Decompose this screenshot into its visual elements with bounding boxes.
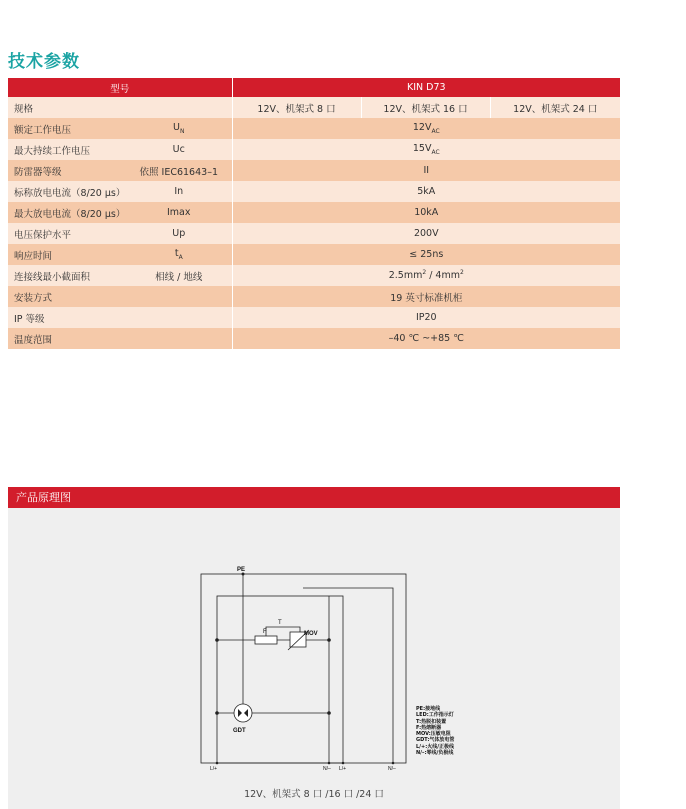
legend-item: N/–:零线/负极线	[416, 750, 454, 757]
param-value-value: 200V	[413, 228, 439, 239]
param-value-value-tail: / 4mm	[426, 270, 460, 282]
param-value	[232, 118, 620, 139]
param-value-value-sub: AC	[431, 127, 440, 135]
schematic-caption: 12V、机架式 8 口 /16 口 /24 口	[244, 789, 384, 800]
param-label: 电压保护水平	[8, 223, 126, 244]
fuse-symbol	[255, 636, 277, 644]
spec-table	[8, 78, 620, 349]
schematic-area	[8, 508, 620, 809]
param-value-value: –40 ℃ ~+85 ℃	[388, 333, 464, 344]
param-label: 温度范围	[8, 328, 126, 349]
param-label: 连接线最小截面积	[8, 265, 126, 286]
legend-item: GDT:气体放电管	[416, 737, 455, 744]
param-symbol	[126, 307, 232, 328]
param-label: 防雷器等级	[8, 160, 126, 181]
page-title: 技术参数	[8, 52, 80, 72]
table-row-config	[8, 97, 620, 118]
section-title: 产品原理图	[16, 491, 71, 504]
legend-item: LED:工作指示灯	[416, 712, 454, 719]
label-gdt: GDT	[233, 728, 246, 734]
label-pe: PE	[237, 567, 246, 573]
table-row	[8, 265, 620, 286]
config-label: 规格	[8, 97, 232, 118]
label-l-plus-2: L/+	[339, 766, 347, 772]
param-symbol	[126, 223, 232, 244]
param-value-value: 19 英寸标准机柜	[390, 292, 463, 304]
label-f: F	[263, 629, 267, 635]
param-symbol-text: t	[174, 248, 179, 260]
param-symbol	[126, 328, 232, 349]
legend-item: PE:接地线	[416, 706, 441, 712]
param-symbol-text: Uc	[172, 144, 185, 155]
label-mov: MOV	[304, 631, 318, 637]
param-value-value: II	[423, 165, 430, 176]
legend-item: L/+:火线/正极线	[416, 743, 455, 750]
param-symbol	[126, 244, 232, 265]
param-symbol	[126, 118, 232, 139]
table-row	[8, 223, 620, 244]
config-option-16: 12V、机架式 16 口	[361, 97, 490, 118]
param-label: 最大放电电流（8/20 μs）	[8, 202, 126, 223]
param-value-value: 15V	[412, 143, 432, 155]
legend-item: F:热熔断器	[416, 724, 442, 731]
table-row	[8, 118, 620, 139]
param-symbol	[126, 202, 232, 223]
section-title-bar	[8, 487, 620, 508]
param-value	[232, 139, 620, 160]
table-row	[8, 160, 620, 181]
label-l-plus-1: L/+	[210, 766, 218, 772]
table-row	[8, 181, 620, 202]
table-row	[8, 328, 620, 349]
table-row	[8, 139, 620, 160]
param-value	[232, 160, 620, 181]
schematic-diagram	[8, 508, 620, 809]
param-value-value: 12V	[412, 122, 432, 134]
param-symbol	[126, 286, 232, 307]
label-n-minus-1: N/–	[323, 766, 331, 772]
param-symbol-text: 相线 / 地线	[155, 271, 203, 283]
param-value-value: 10kA	[414, 207, 439, 218]
config-option-24: 12V、机架式 24 口	[490, 97, 620, 118]
label-t: T	[278, 620, 282, 626]
gdt-symbol	[234, 704, 252, 722]
table-row	[8, 286, 620, 307]
table-row	[8, 202, 620, 223]
config-option-8: 12V、机架式 8 口	[232, 97, 361, 118]
param-value	[232, 328, 620, 349]
param-value-value-sup2: 2	[459, 269, 464, 277]
param-value-value: IP20	[415, 312, 437, 323]
param-symbol-text: Up	[172, 228, 186, 239]
label-n-minus-2: N/–	[388, 766, 396, 772]
param-label: IP 等级	[8, 307, 126, 328]
table-row	[8, 307, 620, 328]
param-value	[232, 181, 620, 202]
param-symbol-sub: A	[178, 253, 183, 261]
param-value-value-sub: AC	[431, 148, 440, 156]
param-label: 最大持续工作电压	[8, 139, 126, 160]
param-symbol	[126, 160, 232, 181]
outer-box	[201, 574, 406, 763]
param-symbol-text: U	[173, 122, 180, 134]
param-symbol-text: In	[174, 186, 184, 197]
param-value-value-sup: 2	[422, 269, 427, 277]
param-label: 响应时间	[8, 244, 126, 265]
schematic-legend	[416, 706, 454, 756]
param-value	[232, 265, 620, 286]
param-value	[232, 307, 620, 328]
param-value-value: ≤ 25ns	[409, 249, 444, 260]
param-value-value: 5kA	[417, 186, 436, 197]
param-symbol	[126, 139, 232, 160]
param-label: 额定工作电压	[8, 118, 126, 139]
param-value	[232, 202, 620, 223]
table-row	[8, 244, 620, 265]
param-symbol-text: 依照 IEC61643–1	[139, 166, 218, 178]
param-label: 标称放电电流（8/20 μs）	[8, 181, 126, 202]
param-symbol	[126, 181, 232, 202]
param-symbol	[126, 265, 232, 286]
header-model-value: KIN D73	[232, 78, 620, 97]
param-value	[232, 244, 620, 265]
param-symbol-text: Imax	[167, 207, 191, 218]
param-value	[232, 223, 620, 244]
channel-wire	[303, 588, 393, 763]
table-header-row	[8, 78, 620, 97]
param-symbol-sub: N	[179, 127, 185, 135]
param-value-value: 2.5mm	[388, 270, 423, 282]
legend-item: T:热脱扣装置	[416, 718, 447, 725]
legend-item: MOV:压敏电阻	[416, 731, 451, 738]
param-label: 安装方式	[8, 286, 126, 307]
param-value	[232, 286, 620, 307]
header-model-label: 型号	[8, 78, 232, 97]
